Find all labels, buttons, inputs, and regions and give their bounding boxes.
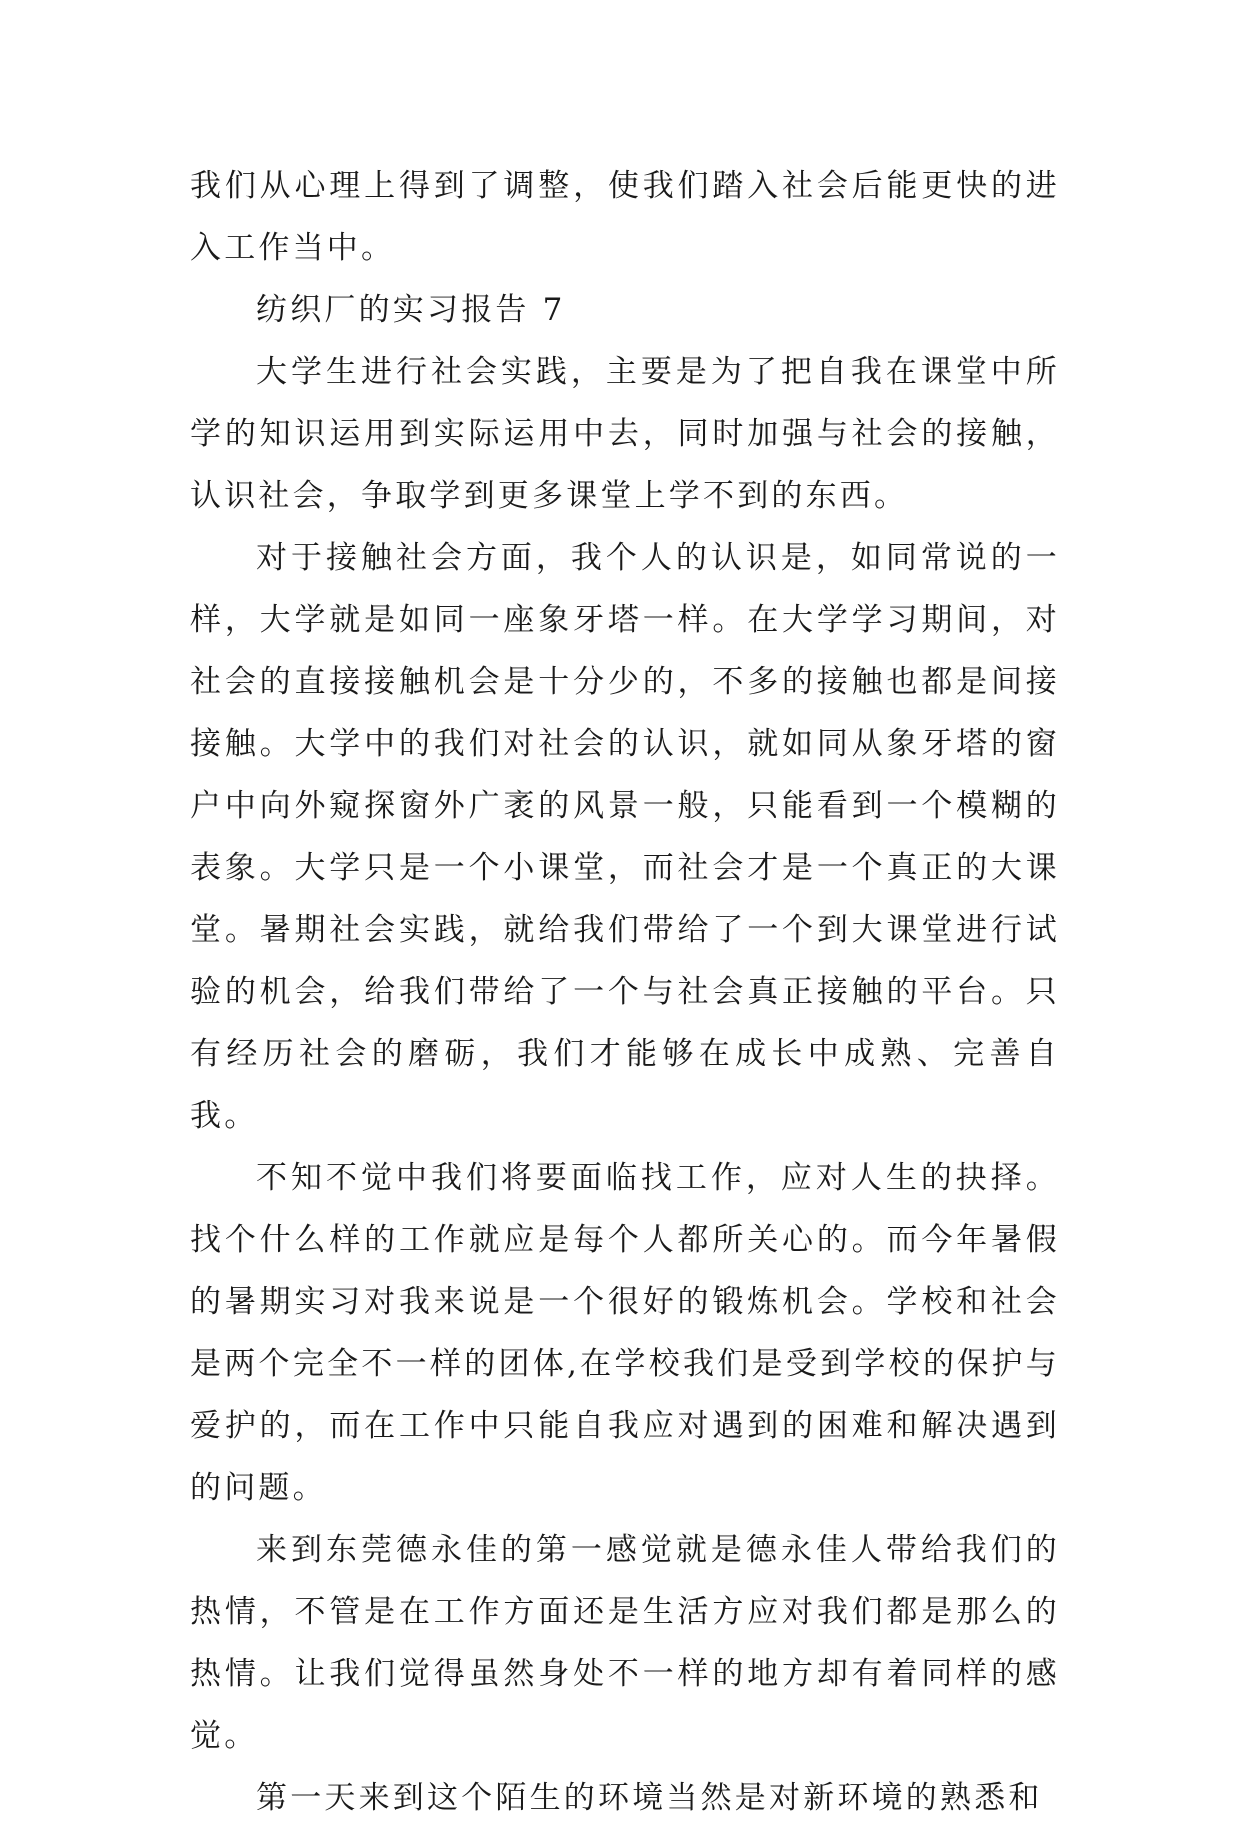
document-body bbox=[190, 155, 1060, 1829]
section-heading: 纺织厂的实习报告 7 bbox=[256, 292, 566, 328]
paragraph: 不知不觉中我们将要面临找工作，应对人生的抉择。找个什么样的工作就应是每个人都所关心的。而今年暑假的暑期实习对我来说是一个很好的锻炼机会。学校和社会是两个完全不一样的团体,在学校我们是受到学校的保护与爱护的，而在工作中只能自我应对遇到的困难和解决遇到的问题。 bbox=[190, 1160, 1060, 1506]
paragraph: 大学生进行社会实践，主要是为了把自我在课堂中所学的知识运用到实际运用中去，同时加强与社会的接触，认识社会，争取学到更多课堂上学不到的东西。 bbox=[190, 354, 1060, 514]
paragraph: 对于接触社会方面，我个人的认识是，如同常说的一样，大学就是如同一座象牙塔一样。在大学学习期间，对社会的直接接触机会是十分少的，不多的接触也都是间接接触。大学中的我们对社会的认识，就如同从象牙塔的窗户中向外窥探窗外广袤的风景一般，只能看到一个模糊的表象。大学只是一个小课堂，而社会才是一个真正的大课堂。暑期社会实践，就给我们带给了一个到大课堂进行试验的机会，给我们带给了一个与社会真正接触的平台。只有经历社会的磨砺，我们才能够在成长中成熟、完善自我。 bbox=[190, 540, 1060, 1134]
paragraph: 来到东莞德永佳的第一感觉就是德永佳人带给我们的热情，不管是在工作方面还是生活方应对我们都是那么的热情。让我们觉得虽然身处不一样的地方却有着同样的感觉。 bbox=[190, 1532, 1060, 1754]
paragraph: 第一天来到这个陌生的环境当然是对新环境的熟悉和 bbox=[256, 1780, 1043, 1816]
paragraph-continuation: 我们从心理上得到了调整，使我们踏入社会后能更快的进入工作当中。 bbox=[190, 168, 1060, 266]
